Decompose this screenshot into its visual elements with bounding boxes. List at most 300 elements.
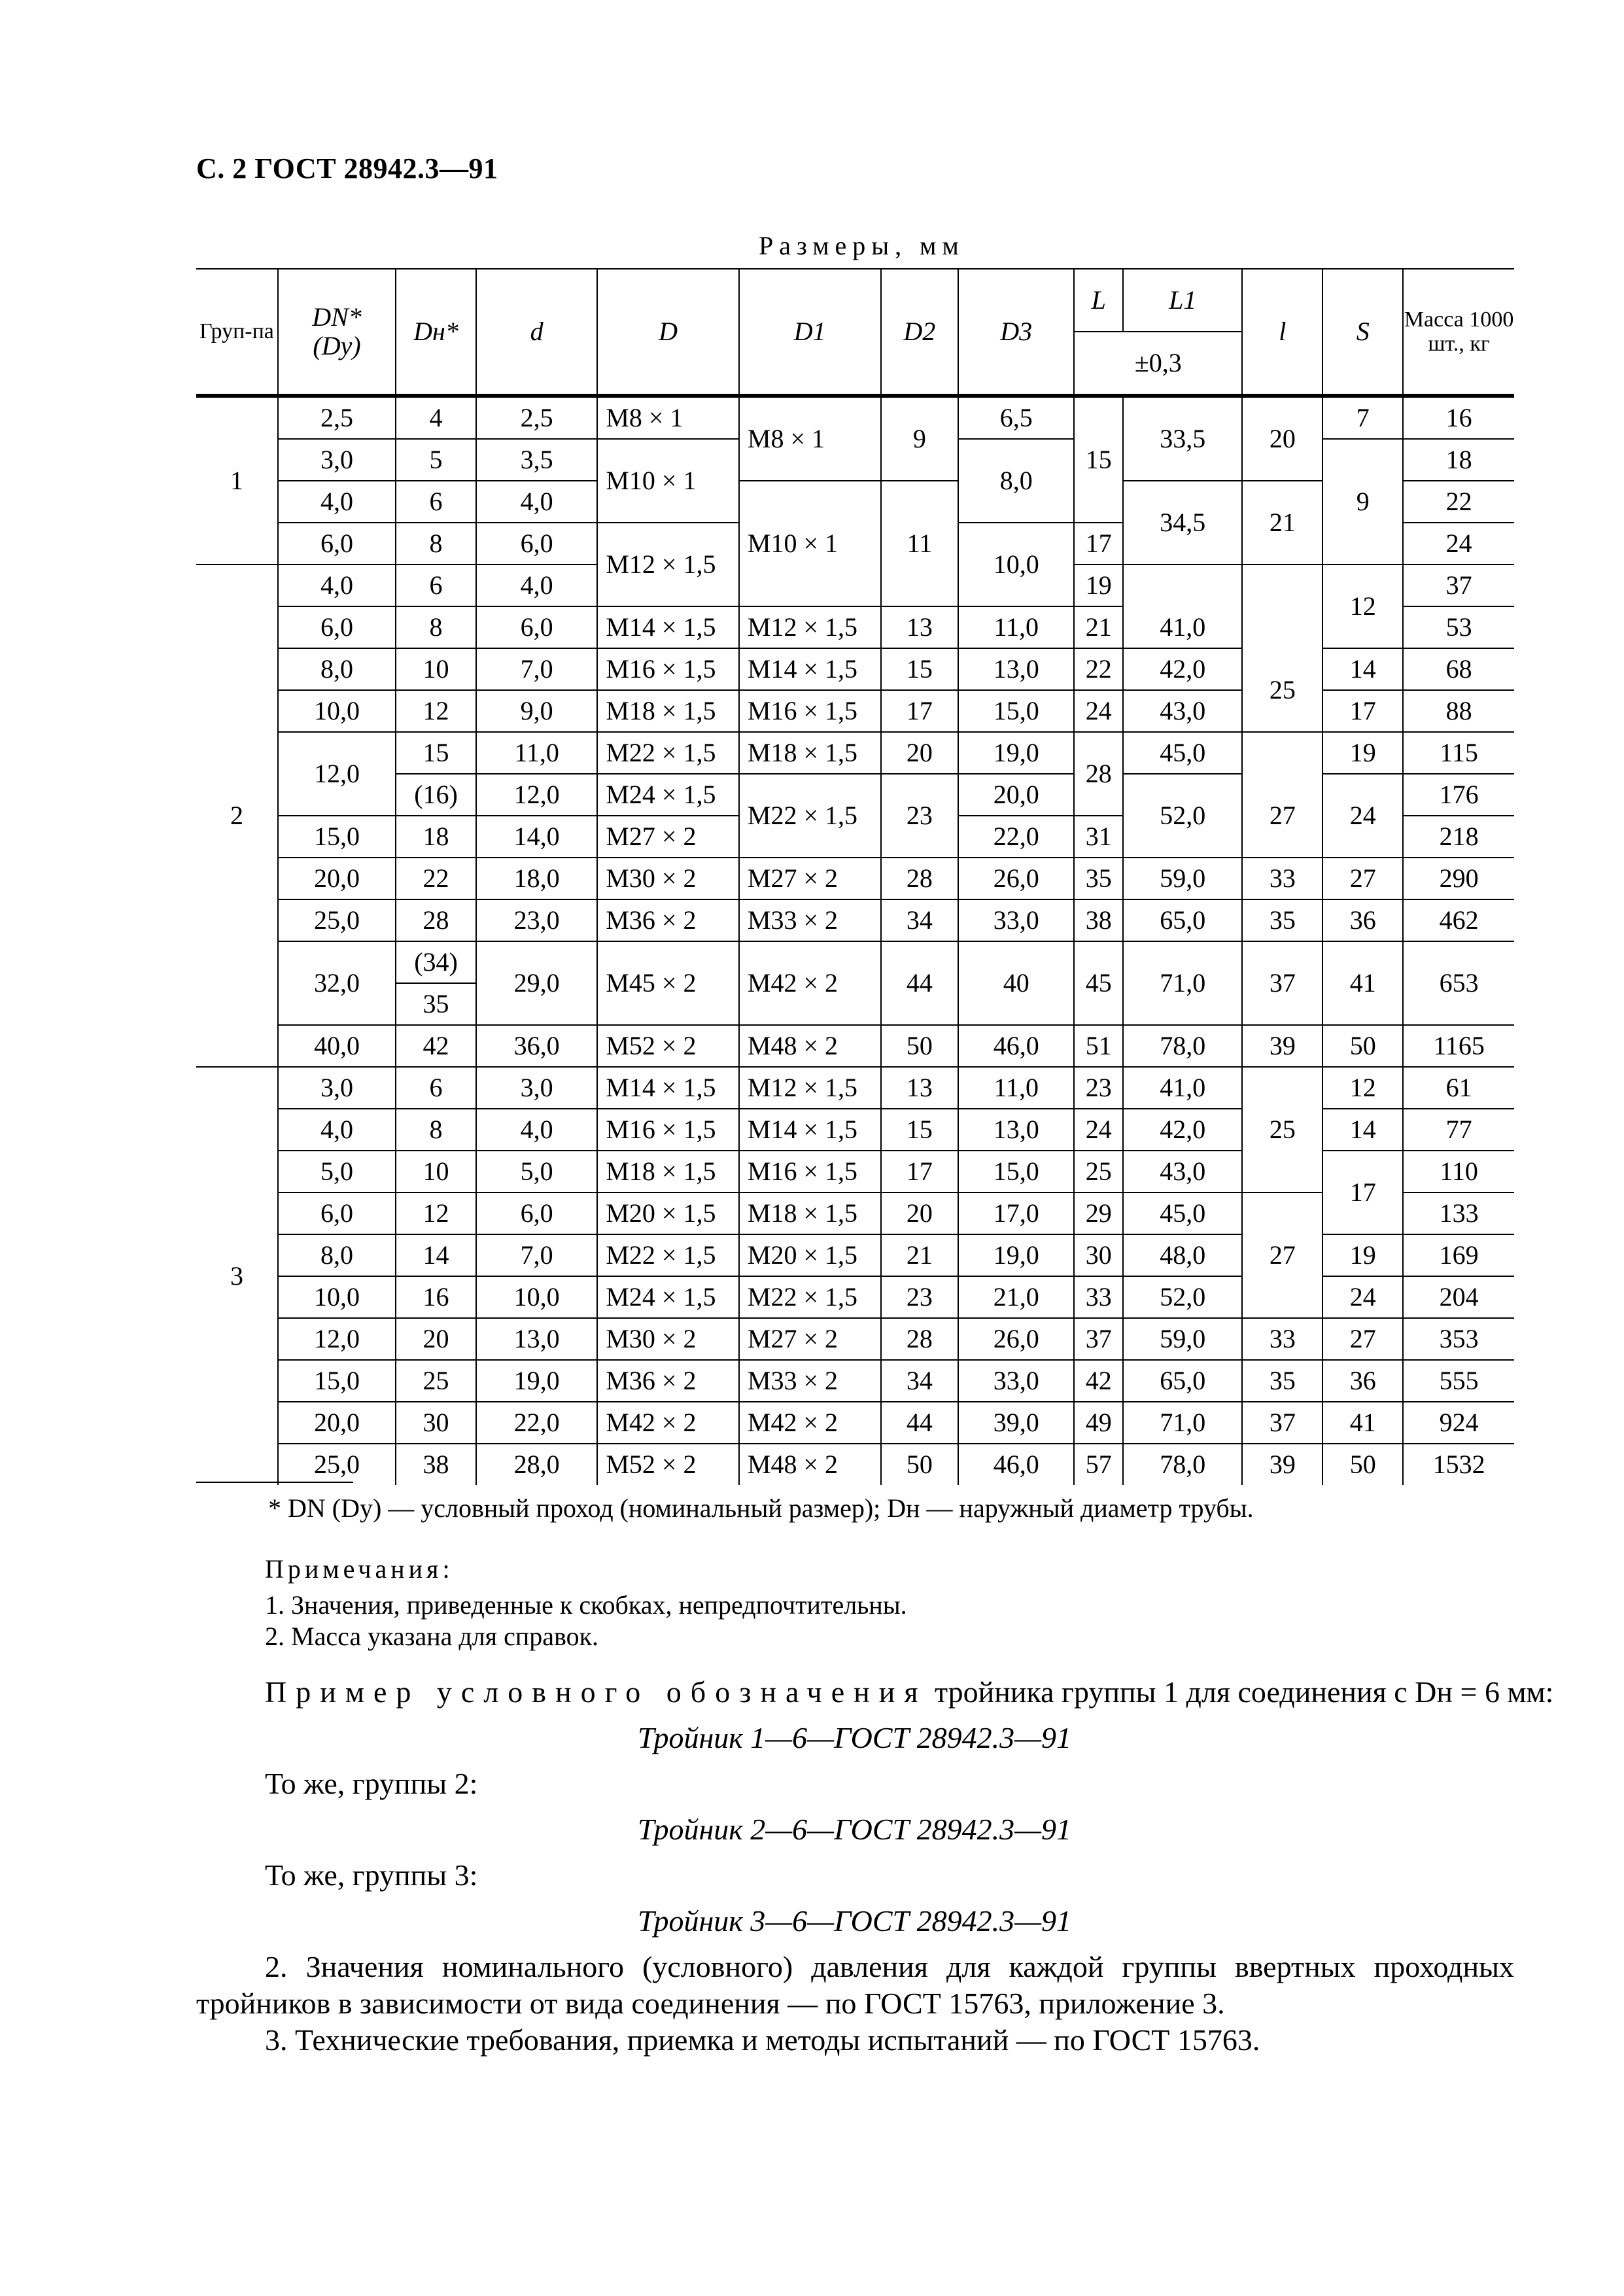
table-cell: 115 bbox=[1403, 732, 1514, 774]
table-cell: 45,0 bbox=[1123, 732, 1242, 774]
table-cell: 17 bbox=[1074, 523, 1123, 565]
table-cell: 33 bbox=[1242, 1318, 1322, 1360]
table-cell: 12,0 bbox=[278, 1318, 396, 1360]
table-cell: 65,0 bbox=[1123, 899, 1242, 941]
table-cell: 10,0 bbox=[278, 690, 396, 732]
table-cell: 29 bbox=[1074, 1192, 1123, 1234]
table-cell: M27 × 2 bbox=[597, 816, 739, 858]
header-S: S bbox=[1322, 269, 1403, 396]
table-cell: M42 × 2 bbox=[739, 941, 881, 1025]
footnote-divider bbox=[196, 1482, 353, 1483]
table-cell: 31 bbox=[1074, 816, 1123, 858]
table-row bbox=[196, 1318, 1514, 1360]
example-line bbox=[265, 1675, 1553, 1709]
table-cell: 17 bbox=[881, 1151, 959, 1192]
table-cell: M52 × 2 bbox=[597, 1025, 739, 1067]
table-cell: 24 bbox=[1322, 1276, 1403, 1318]
table-cell: 39 bbox=[1242, 1025, 1322, 1067]
table-cell: 18,0 bbox=[476, 858, 597, 899]
table-cell: 22,0 bbox=[476, 1402, 597, 1444]
table-cell: 53 bbox=[1403, 606, 1514, 648]
table-cell: 51 bbox=[1074, 1025, 1123, 1067]
note-item: 1. Значения, приведенные к скобках, непредпочтительны. bbox=[265, 1590, 907, 1620]
paragraph-2: 2. Значения номинального (условного) давления для каждой группы ввертных проходных bbox=[265, 1950, 1514, 1983]
table-cell: M36 × 2 bbox=[597, 899, 739, 941]
table-cell: 14,0 bbox=[476, 816, 597, 858]
table-cell: 3,5 bbox=[476, 439, 597, 481]
table-cell: 17,0 bbox=[958, 1192, 1074, 1234]
table-cell: 4,0 bbox=[278, 481, 396, 523]
table-cell: 27 bbox=[1322, 858, 1403, 899]
table-cell: 27 bbox=[1242, 774, 1322, 858]
table-cell: 110 bbox=[1403, 1151, 1514, 1192]
example-rest: тройника группы 1 для соединения с Dн = 6 мм: bbox=[927, 1675, 1554, 1709]
table-cell: 78,0 bbox=[1123, 1444, 1242, 1485]
table-cell: 12 bbox=[1322, 565, 1403, 648]
table-cell bbox=[1242, 565, 1322, 606]
table-cell: 21 bbox=[1242, 481, 1322, 565]
table-cell: 8,0 bbox=[278, 1234, 396, 1276]
table-cell: 19 bbox=[1322, 732, 1403, 774]
table-cell: 7 bbox=[1322, 396, 1403, 439]
table-cell: 22,0 bbox=[958, 816, 1074, 858]
table-cell: (34) bbox=[396, 941, 476, 983]
table-row bbox=[196, 941, 1514, 983]
table-cell: M18 × 1,5 bbox=[597, 690, 739, 732]
table-cell: M42 × 2 bbox=[597, 1402, 739, 1444]
table-cell: 24 bbox=[1074, 1109, 1123, 1151]
table-cell: 15,0 bbox=[958, 1151, 1074, 1192]
table-row bbox=[196, 606, 1514, 648]
table-cell: 39 bbox=[1242, 1444, 1322, 1485]
table-cell: 3,0 bbox=[476, 1067, 597, 1109]
designation: Тройник 1—6—ГОСТ 28942.3—91 bbox=[638, 1721, 1072, 1754]
table-cell: 15 bbox=[396, 732, 476, 774]
table-cell: M36 × 2 bbox=[597, 1360, 739, 1402]
table-cell: 28 bbox=[881, 858, 959, 899]
table-cell: 24 bbox=[1074, 690, 1123, 732]
table-cell: 290 bbox=[1403, 858, 1514, 899]
table-cell: M30 × 2 bbox=[597, 1318, 739, 1360]
table-cell: 33 bbox=[1242, 858, 1322, 899]
table-cell: 71,0 bbox=[1123, 941, 1242, 1025]
header-D3: D3 bbox=[958, 269, 1074, 396]
table-cell: 12,0 bbox=[476, 774, 597, 816]
table-cell: M33 × 2 bbox=[739, 899, 881, 941]
table-cell: 4,0 bbox=[278, 565, 396, 606]
table-cell: M52 × 2 bbox=[597, 1444, 739, 1485]
table-cell: 30 bbox=[1074, 1234, 1123, 1276]
table-cell: 25,0 bbox=[278, 899, 396, 941]
table-cell: 34 bbox=[881, 899, 959, 941]
table-cell: M22 × 1,5 bbox=[739, 1276, 881, 1318]
table-cell: 19,0 bbox=[958, 1234, 1074, 1276]
table-cell: 1532 bbox=[1403, 1444, 1514, 1485]
table-cell: 10 bbox=[396, 648, 476, 690]
header-dh: Dн* bbox=[396, 269, 476, 396]
header-group: Груп-па bbox=[196, 269, 278, 396]
table-cell: 20 bbox=[396, 1318, 476, 1360]
table-cell: 38 bbox=[396, 1444, 476, 1485]
table-cell: 25 bbox=[1074, 1151, 1123, 1192]
table-cell: 24 bbox=[1322, 774, 1403, 858]
table-cell: 12 bbox=[1322, 1067, 1403, 1109]
table-cell: 20,0 bbox=[958, 774, 1074, 816]
table-row bbox=[196, 396, 1514, 439]
group-label: 2 bbox=[196, 565, 278, 1067]
table-cell: M22 × 1,5 bbox=[597, 732, 739, 774]
table-cell: M14 × 1,5 bbox=[597, 606, 739, 648]
table-cell: 88 bbox=[1403, 690, 1514, 732]
notes-title: Примечания: bbox=[265, 1554, 454, 1584]
table-cell: 46,0 bbox=[958, 1025, 1074, 1067]
table-cell: M33 × 2 bbox=[739, 1360, 881, 1402]
table-cell: M16 × 1,5 bbox=[597, 648, 739, 690]
table-cell: M12 × 1,5 bbox=[739, 1067, 881, 1109]
table-cell: 9 bbox=[1322, 439, 1403, 565]
table-cell: 6 bbox=[396, 1067, 476, 1109]
table-cell: 5 bbox=[396, 439, 476, 481]
table-cell bbox=[1242, 606, 1322, 648]
table-cell: 33,0 bbox=[958, 899, 1074, 941]
table-cell: 35 bbox=[1074, 858, 1123, 899]
designation: Тройник 3—6—ГОСТ 28942.3—91 bbox=[638, 1904, 1072, 1938]
table-cell: 10 bbox=[396, 1151, 476, 1192]
table-cell: 38 bbox=[1074, 899, 1123, 941]
table-cell: 133 bbox=[1403, 1192, 1514, 1234]
group-label: 3 bbox=[196, 1067, 278, 1485]
table-cell: 4,0 bbox=[278, 1109, 396, 1151]
table-cell: M27 × 2 bbox=[739, 858, 881, 899]
table-cell: 15,0 bbox=[958, 690, 1074, 732]
table-cell: 39,0 bbox=[958, 1402, 1074, 1444]
table-cell: M10 × 1 bbox=[739, 481, 881, 606]
table-cell: 36 bbox=[1322, 899, 1403, 941]
table-cell: 42 bbox=[396, 1025, 476, 1067]
table-cell: 27 bbox=[1242, 1192, 1322, 1318]
table-cell: 35 bbox=[1242, 899, 1322, 941]
table-cell: 44 bbox=[881, 1402, 959, 1444]
table-cell: 353 bbox=[1403, 1318, 1514, 1360]
table-cell: M30 × 2 bbox=[597, 858, 739, 899]
table-cell: 6 bbox=[396, 565, 476, 606]
table-cell: 20 bbox=[881, 732, 959, 774]
table-cell: 12 bbox=[396, 690, 476, 732]
header-dn: DN* (Dу) bbox=[278, 269, 396, 396]
table-cell: 4,0 bbox=[476, 565, 597, 606]
table-cell: M27 × 2 bbox=[739, 1318, 881, 1360]
table-row bbox=[196, 1360, 1514, 1402]
table-cell: 29,0 bbox=[476, 941, 597, 1025]
table-cell: 9 bbox=[881, 396, 959, 481]
header-tolerance: ±0,3 bbox=[1074, 332, 1242, 396]
table-cell: M24 × 1,5 bbox=[597, 774, 739, 816]
table-cell: 68 bbox=[1403, 648, 1514, 690]
table-cell: 40,0 bbox=[278, 1025, 396, 1067]
same-group-2: То же, группы 2: bbox=[265, 1767, 478, 1800]
table-cell: 1165 bbox=[1403, 1025, 1514, 1067]
table-cell: 77 bbox=[1403, 1109, 1514, 1151]
table-cell: M12 × 1,5 bbox=[597, 523, 739, 606]
table-cell: 25,0 bbox=[278, 1444, 396, 1485]
table-cell: 50 bbox=[1322, 1025, 1403, 1067]
table-cell: 204 bbox=[1403, 1276, 1514, 1318]
table-cell: 22 bbox=[396, 858, 476, 899]
table-cell bbox=[1123, 565, 1242, 606]
table-cell: M45 × 2 bbox=[597, 941, 739, 1025]
table-cell: 19,0 bbox=[476, 1360, 597, 1402]
table-cell: 176 bbox=[1403, 774, 1514, 816]
table-cell: 11,0 bbox=[958, 1067, 1074, 1109]
table-cell: 18 bbox=[396, 816, 476, 858]
table-cell: 4,0 bbox=[476, 481, 597, 523]
table-cell: 34 bbox=[881, 1360, 959, 1402]
table-cell: 924 bbox=[1403, 1402, 1514, 1444]
table-cell: 37 bbox=[1074, 1318, 1123, 1360]
table-cell: M16 × 1,5 bbox=[597, 1109, 739, 1151]
table-cell: 20 bbox=[881, 1192, 959, 1234]
table-cell: 8,0 bbox=[958, 439, 1074, 523]
dimensions-table bbox=[196, 268, 1514, 1485]
table-cell: 8 bbox=[396, 523, 476, 565]
table-cell: 6,5 bbox=[958, 396, 1074, 439]
table-cell: M8 × 1 bbox=[739, 396, 881, 481]
table-cell: M8 × 1 bbox=[597, 396, 739, 439]
table-cell: 42,0 bbox=[1123, 1109, 1242, 1151]
table-cell: 78,0 bbox=[1123, 1025, 1242, 1067]
table-cell: 12,0 bbox=[278, 732, 396, 816]
table-cell: 17 bbox=[1322, 690, 1403, 732]
table-cell: 44 bbox=[881, 941, 959, 1025]
table-cell: 71,0 bbox=[1123, 1402, 1242, 1444]
table-cell: 6,0 bbox=[278, 1192, 396, 1234]
note-item: 2. Масса указана для справок. bbox=[265, 1622, 599, 1651]
table-cell: 4 bbox=[396, 396, 476, 439]
header-mass: Масса 1000 шт., кг bbox=[1403, 269, 1514, 396]
table-cell: 19,0 bbox=[958, 732, 1074, 774]
group-label: 1 bbox=[196, 396, 278, 565]
table-cell: 10,0 bbox=[278, 1276, 396, 1318]
table-cell: 15,0 bbox=[278, 1360, 396, 1402]
table-cell: 33 bbox=[1074, 1276, 1123, 1318]
header-L1: L1 bbox=[1123, 269, 1242, 332]
table-cell: 26,0 bbox=[958, 1318, 1074, 1360]
table-cell: 52,0 bbox=[1123, 1276, 1242, 1318]
table-cell: 34,5 bbox=[1123, 481, 1242, 565]
table-cell: 59,0 bbox=[1123, 858, 1242, 899]
table-cell: 50 bbox=[1322, 1444, 1403, 1485]
table-cell: M14 × 1,5 bbox=[739, 1109, 881, 1151]
table-cell: 653 bbox=[1403, 941, 1514, 1025]
table-cell: 23,0 bbox=[476, 899, 597, 941]
table-cell: 13,0 bbox=[958, 648, 1074, 690]
table-cell: 8 bbox=[396, 1109, 476, 1151]
table-cell: 15 bbox=[881, 648, 959, 690]
table-cell: 25 bbox=[396, 1360, 476, 1402]
table-row bbox=[196, 481, 1514, 523]
table-cell: 48,0 bbox=[1123, 1234, 1242, 1276]
table-cell: 45,0 bbox=[1123, 1192, 1242, 1234]
table-cell: 27 bbox=[1322, 1318, 1403, 1360]
table-cell: 28 bbox=[1074, 732, 1123, 816]
table-cell: M22 × 1,5 bbox=[597, 1234, 739, 1276]
table-row bbox=[196, 1025, 1514, 1067]
table-cell: 13 bbox=[881, 1067, 959, 1109]
table-cell bbox=[1242, 732, 1322, 774]
table-cell: 11,0 bbox=[958, 606, 1074, 648]
table-cell: 12 bbox=[396, 1192, 476, 1234]
table-cell: 22 bbox=[1074, 648, 1123, 690]
table-cell: M22 × 1,5 bbox=[739, 774, 881, 858]
table-cell: 218 bbox=[1403, 816, 1514, 858]
table-cell: 35 bbox=[1242, 1360, 1322, 1402]
table-cell: M14 × 1,5 bbox=[597, 1067, 739, 1109]
header-L: L bbox=[1074, 269, 1123, 332]
table-cell: 4,0 bbox=[476, 1109, 597, 1151]
table-cell: 21,0 bbox=[958, 1276, 1074, 1318]
table-cell: M20 × 1,5 bbox=[739, 1234, 881, 1276]
table-cell: 21 bbox=[1074, 606, 1123, 648]
table-cell: 49 bbox=[1074, 1402, 1123, 1444]
table-cell: 24 bbox=[1403, 523, 1514, 565]
table-cell: 42,0 bbox=[1123, 648, 1242, 690]
table-row bbox=[196, 732, 1514, 774]
table-cell: 6,0 bbox=[278, 523, 396, 565]
paragraph-3: 3. Технические требования, приемка и методы испытаний — по ГОСТ 15763. bbox=[265, 2023, 1260, 2057]
table-cell: M18 × 1,5 bbox=[739, 1192, 881, 1234]
table-cell: 41,0 bbox=[1123, 606, 1242, 648]
table-cell: 36,0 bbox=[476, 1025, 597, 1067]
example-lead: Пример условного обозначения bbox=[265, 1675, 927, 1709]
table-cell: M10 × 1 bbox=[597, 439, 739, 523]
table-cell: M18 × 1,5 bbox=[597, 1151, 739, 1192]
table-cell: 17 bbox=[881, 690, 959, 732]
table-cell: 41 bbox=[1322, 941, 1403, 1025]
table-cell: 8,0 bbox=[278, 648, 396, 690]
table-cell: 23 bbox=[881, 1276, 959, 1318]
table-cell: M48 × 2 bbox=[739, 1025, 881, 1067]
table-cell: 46,0 bbox=[958, 1444, 1074, 1485]
table-cell: 43,0 bbox=[1123, 1151, 1242, 1192]
table-cell: 169 bbox=[1403, 1234, 1514, 1276]
table-cell: 25 bbox=[1242, 1067, 1322, 1192]
table-cell: M42 × 2 bbox=[739, 1402, 881, 1444]
paragraph-2-cont: тройников в зависимости от вида соединения — по ГОСТ 15763, приложение 3. bbox=[196, 1987, 1225, 2020]
table-row bbox=[196, 1067, 1514, 1109]
table-cell: 28 bbox=[881, 1318, 959, 1360]
table-cell: M16 × 1,5 bbox=[739, 690, 881, 732]
table-cell: 6 bbox=[396, 481, 476, 523]
table-cell: 15 bbox=[881, 1109, 959, 1151]
table-cell: 18 bbox=[1403, 439, 1514, 481]
table-cell: 45 bbox=[1074, 941, 1123, 1025]
table-cell: 13,0 bbox=[958, 1109, 1074, 1151]
table-row bbox=[196, 1444, 1514, 1485]
table-cell: 30 bbox=[396, 1402, 476, 1444]
table-cell: M16 × 1,5 bbox=[739, 1151, 881, 1192]
table-cell: 59,0 bbox=[1123, 1318, 1242, 1360]
table-cell: 19 bbox=[1074, 565, 1123, 606]
table-cell: 10,0 bbox=[958, 523, 1074, 606]
table-cell: 37 bbox=[1242, 941, 1322, 1025]
table-cell: 8 bbox=[396, 606, 476, 648]
table-cell: 16 bbox=[1403, 396, 1514, 439]
header-D2: D2 bbox=[881, 269, 959, 396]
table-caption: Размеры, мм bbox=[759, 231, 965, 260]
table-cell: 3,0 bbox=[278, 439, 396, 481]
table-cell: 52,0 bbox=[1123, 774, 1242, 858]
table-cell: 7,0 bbox=[476, 648, 597, 690]
table-cell: 37 bbox=[1403, 565, 1514, 606]
table-cell: 16 bbox=[396, 1276, 476, 1318]
table-cell: 19 bbox=[1322, 1234, 1403, 1276]
table-cell: 22 bbox=[1403, 481, 1514, 523]
table-cell: 17 bbox=[1322, 1151, 1403, 1234]
header-D1: D1 bbox=[739, 269, 881, 396]
table-cell: 462 bbox=[1403, 899, 1514, 941]
table-cell: 6,0 bbox=[476, 523, 597, 565]
table-cell: 41,0 bbox=[1123, 1067, 1242, 1109]
table-cell: 42 bbox=[1074, 1360, 1123, 1402]
table-cell: 3,0 bbox=[278, 1067, 396, 1109]
table-row bbox=[196, 858, 1514, 899]
table-cell: (16) bbox=[396, 774, 476, 816]
table-row bbox=[196, 1402, 1514, 1444]
table-cell: 6,0 bbox=[278, 606, 396, 648]
table-cell: 14 bbox=[1322, 648, 1403, 690]
same-group-3: То же, группы 3: bbox=[265, 1858, 478, 1892]
page-header: С. 2 ГОСТ 28942.3—91 bbox=[196, 152, 498, 184]
table-cell: M18 × 1,5 bbox=[739, 732, 881, 774]
designation: Тройник 2—6—ГОСТ 28942.3—91 bbox=[638, 1813, 1072, 1846]
table-cell: 5,0 bbox=[476, 1151, 597, 1192]
table-row bbox=[196, 1192, 1514, 1234]
table-cell: 28,0 bbox=[476, 1444, 597, 1485]
table-cell: 23 bbox=[881, 774, 959, 858]
table-cell: 65,0 bbox=[1123, 1360, 1242, 1402]
table-cell: 50 bbox=[881, 1444, 959, 1485]
table-cell: 40 bbox=[958, 941, 1074, 1025]
table-cell: 6,0 bbox=[476, 1192, 597, 1234]
table-cell: M24 × 1,5 bbox=[597, 1276, 739, 1318]
table-cell: 7,0 bbox=[476, 1234, 597, 1276]
table-cell: 26,0 bbox=[958, 858, 1074, 899]
table-cell: 14 bbox=[1322, 1109, 1403, 1151]
table-cell: 14 bbox=[396, 1234, 476, 1276]
table-cell: 10,0 bbox=[476, 1276, 597, 1318]
table-cell: 20,0 bbox=[278, 1402, 396, 1444]
table-cell: 15,0 bbox=[278, 816, 396, 858]
table-cell: M20 × 1,5 bbox=[597, 1192, 739, 1234]
table-cell: 555 bbox=[1403, 1360, 1514, 1402]
header-D: D bbox=[597, 269, 739, 396]
footnote: * DN (Dу) — условный проход (номинальный размер); Dн — наружный диаметр трубы. bbox=[268, 1493, 1254, 1523]
table-cell: 33,5 bbox=[1123, 396, 1242, 481]
table-cell: 43,0 bbox=[1123, 690, 1242, 732]
table-cell: 33,0 bbox=[958, 1360, 1074, 1402]
table-cell: 23 bbox=[1074, 1067, 1123, 1109]
table-cell: 50 bbox=[881, 1025, 959, 1067]
table-cell: 41 bbox=[1322, 1402, 1403, 1444]
table-cell: 2,5 bbox=[476, 396, 597, 439]
table-cell: 20,0 bbox=[278, 858, 396, 899]
table-cell: 11 bbox=[881, 481, 959, 606]
table-cell: M12 × 1,5 bbox=[739, 606, 881, 648]
table-cell: 2,5 bbox=[278, 396, 396, 439]
table-cell: 21 bbox=[881, 1234, 959, 1276]
table-cell: M14 × 1,5 bbox=[739, 648, 881, 690]
table-cell: 32,0 bbox=[278, 941, 396, 1025]
